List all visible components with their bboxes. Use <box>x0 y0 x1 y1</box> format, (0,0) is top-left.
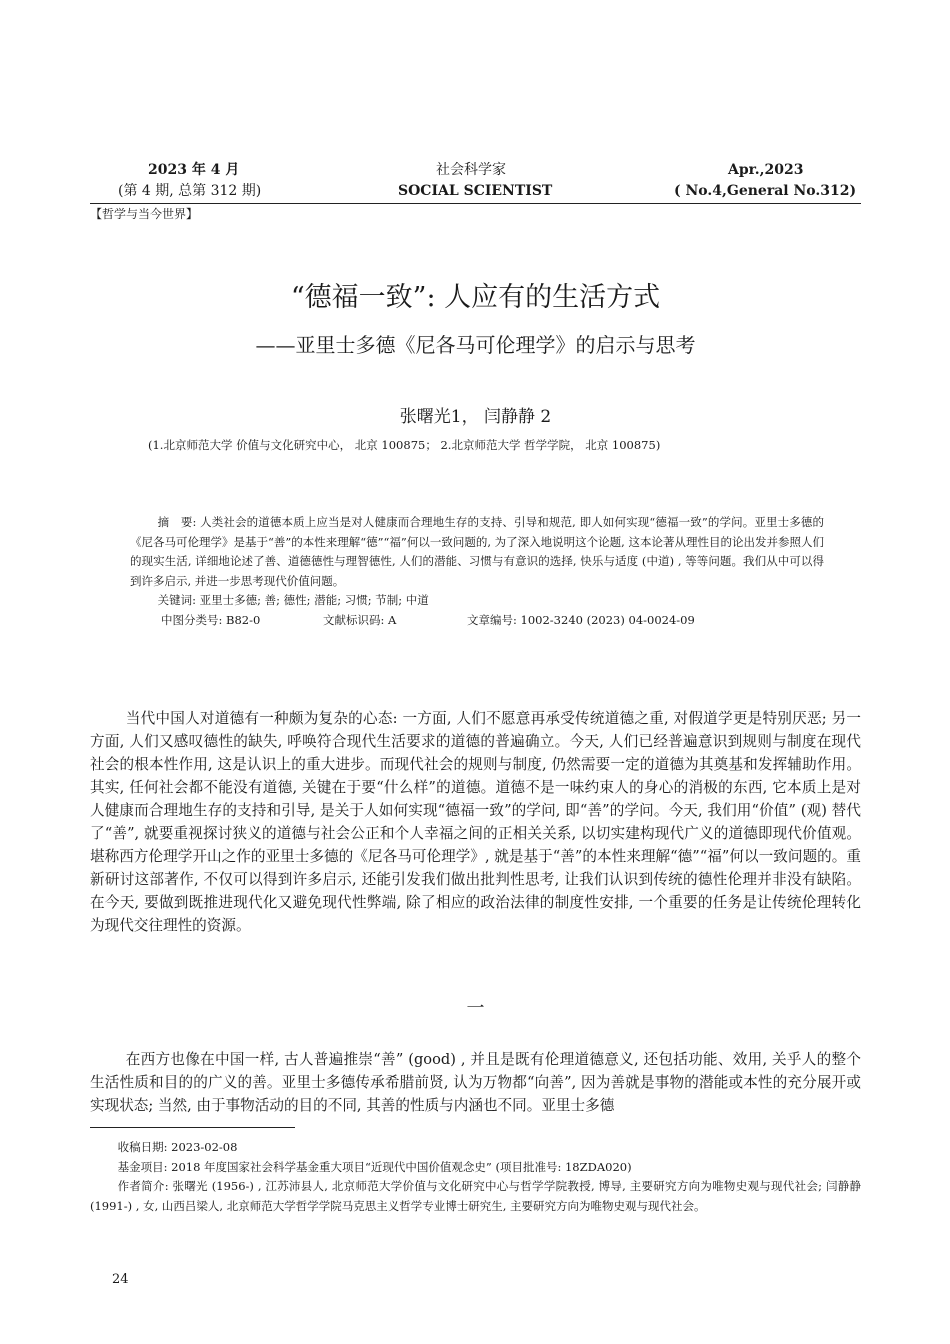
footnote-fund: 基金项目: 2018 年度国家社会科学基金重大项目“近现代中国价值观念史” (项目批准号: 18ZDA020) <box>117 1159 632 1174</box>
article-number: 文章编号: 1002-3240 (2023) 04-0024-09 <box>467 612 695 627</box>
article-title: “德福一致”: 人应有的生活方式 <box>290 282 661 313</box>
article-authors: 张曙光1， 闫静静 2 <box>399 407 552 427</box>
body-section-1 <box>90 1048 861 1117</box>
header-date-en: Apr.,2023 <box>728 162 804 178</box>
abstract-text: 摘 要: 人类社会的道德本质上应当是对人健康而合理地生存的支持、引导和规范, 即人如何实现“德福一致”的学问。亚里士多德的《尼各马可伦理学》是基于“善”的本性来理解“德”“福”何以一致问题的, 为了深入地说明这个论题, 这本论著从理性目的论出发并参照人们的现实生活, 详细地论述了善、道德德性与理智德性, 人们的潜能、习惯与有意识的选择, 快乐与适度 (中道) , 等等问题。我们从中可以得到许多启示, 并进一步思考现代价值问题。 <box>130 515 824 588</box>
body-intro <box>90 707 861 937</box>
header-journal-en: SOCIAL SCIENTIST <box>398 183 553 199</box>
clc-number: 中图分类号: B82-0 <box>161 612 261 627</box>
header-issue-cn: (第 4 期, 总第 312 期) <box>118 183 262 199</box>
footnote-bio: 作者简介: 张曙光 (1956-) , 江苏沛县人, 北京师范大学价值与文化研究中心与哲学学院教授, 博导, 主要研究方向为唯物史观与现代社会; 闫静静 (1991-) , 女, 山西吕梁人, 北京师范大学哲学学院马克思主义哲学专业博士研究生, 主要研究方向为唯物史观与现代社会。 <box>90 1179 861 1213</box>
classification-row <box>130 611 824 631</box>
footnote-received: 收稿日期: 2023-02-08 <box>117 1140 238 1154</box>
footnotes <box>90 1138 861 1216</box>
page-number: 24 <box>112 1272 129 1287</box>
article-subtitle: ——亚里士多德《尼各马可伦理学》的启示与思考 <box>255 333 696 357</box>
author-affiliation: (1.北京师范大学 价值与文化研究中心， 北京 100875； 2.北京师范大学 哲学学院， 北京 100875) <box>148 438 661 452</box>
header-date-cn: 2023 年 4 月 <box>148 162 240 178</box>
header-rule <box>90 203 861 204</box>
section-heading: 一 <box>466 998 485 1019</box>
abstract-block <box>130 513 824 630</box>
column-label: 【哲学与当今世界】 <box>90 207 199 221</box>
header-journal-cn: 社会科学家 <box>436 162 506 178</box>
body-paragraph: 在西方也像在中国一样, 古人普遍推崇“善” (good) , 并且是既有伦理道德意义, 还包括功能、效用, 关乎人的整个生活性质和目的的广义的善。亚里士多德传承希腊前贤, 认为万物都“向善”, 因为善就是事物的潜能或本性的充分展开或实现状态; 当然, 由于事物活动的目的不同, 其善的性质与内涵也不同。亚里士多德 <box>90 1051 861 1114</box>
header-issue-en: ( No.4,General No.312) <box>674 183 857 199</box>
document-code: 文献标识码: A <box>323 612 397 627</box>
body-paragraph: 当代中国人对道德有一种颇为复杂的心态: 一方面, 人们不愿意再承受传统道德之重, 对假道学更是特别厌恶; 另一方面, 人们又感叹德性的缺失, 呼唤符合现代生活要求的道德的普遍确立。今天, 人们已经普遍意识到规则与制度在现代社会的根本性作用, 这是认识上的重大进步。而现代社会的规则与制度, 仍然需要一定的道德为其奠基和发挥辅助作用。其实, 任何社会都不能没有道德, 关键在于要“什么样”的道德。道德不是一味约束人的身心的消极的东西, 它本质上是对人健康而合理地生存的支持和引导, 是关于人如何实现“德福一致”的学问, 即“善”的学问。今天, 我们用“价值” (观) 替代了“善”, 就要重视探讨狭义的道德与社会公正和个人幸福之间的正相关关系, 以切实建构现代广义的道德即现代价值观。堪称西方伦理学开山之作的亚里士多德的《尼各马可伦理学》, 就是基于“善”的本性来理解“德”“福”何以一致问题的。重新研讨这部著作, 不仅可以得到许多启示, 还能引发我们做出批判性思考, 让我们认识到传统的德性伦理并非没有缺陷。在今天, 要做到既推进现代化又避免现代性弊端, 除了相应的政治法律的制度性安排, 一个重要的任务是让传统伦理转化为现代交往理性的资源。 <box>90 710 861 934</box>
footnote-rule <box>90 1127 295 1128</box>
keywords: 关键词: 亚里士多德; 善; 德性; 潜能; 习惯; 节制; 中道 <box>157 593 429 607</box>
